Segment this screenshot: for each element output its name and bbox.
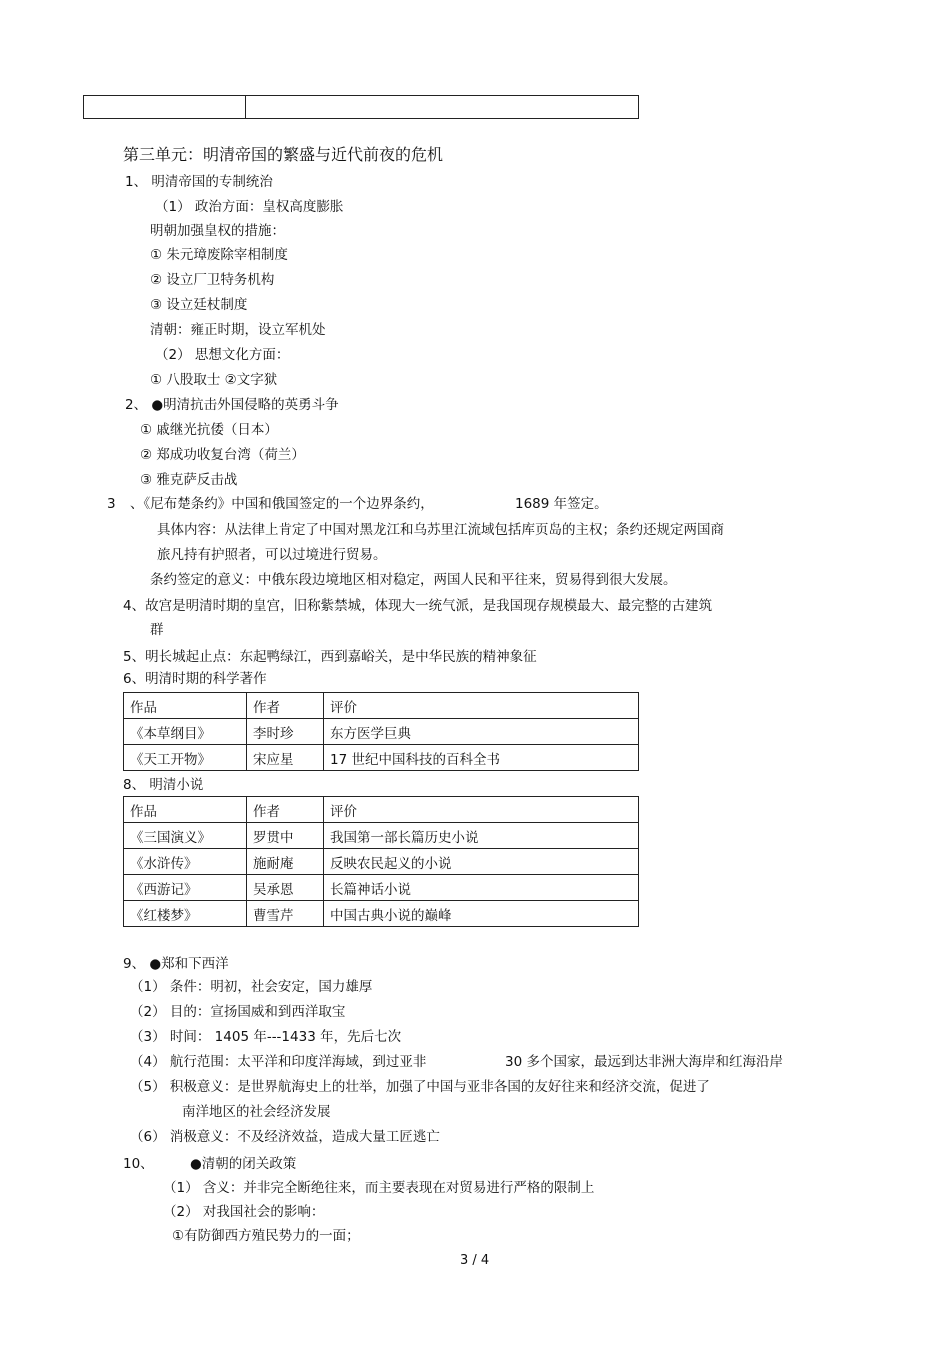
table-cell: 施耐庵 (247, 849, 324, 875)
table-row (124, 901, 639, 927)
table-cell: 曹雪芹 (247, 901, 324, 927)
s10-number: 10、 (123, 1156, 154, 1172)
s10-heading: ●清朝的闭关政策 (190, 1156, 297, 1172)
table-header-cell: 评价 (324, 797, 639, 823)
s9-item-4-cont: 30 多个国家，最远到达非洲大海岸和红海沿岸 (505, 1054, 783, 1070)
s3-number: 3 (107, 496, 116, 512)
table-cell: 东方医学巨典 (324, 719, 639, 745)
s6-heading: 6、明清时期的科学著作 (123, 671, 267, 687)
s9-heading: 9、 ●郑和下西洋 (123, 956, 229, 972)
table-cell: 中国古典小说的巅峰 (324, 901, 639, 927)
s3-meaning: 条约签定的意义：中俄东段边境地区相对稳定，两国人民和平往来，贸易得到很大发展。 (150, 572, 677, 588)
s3-year: 1689 年签定。 (515, 496, 608, 512)
s9-item-3: （3） 时间： 1405 年---1433 年，先后七次 (130, 1029, 402, 1045)
table-cell: 吴承恩 (247, 875, 324, 901)
table-cell: 罗贯中 (247, 823, 324, 849)
s4-line-1: 4、故宫是明清时期的皇宫，旧称紫禁城，体现大一统气派，是我国现存规模最大、最完整的古建筑 (123, 598, 713, 614)
table-cell: 17 世纪中国科技的百科全书 (324, 745, 639, 771)
table-cell: 宋应星 (247, 745, 324, 771)
s9-item-4: （4） 航行范围：太平洋和印度洋海域，到过亚非 (130, 1054, 427, 1070)
table-cell: 我国第一部长篇历史小说 (324, 823, 639, 849)
s1-culture-items: ① 八股取士 ②文字狱 (150, 372, 278, 388)
s10-item-2: （2） 对我国社会的影响： (163, 1204, 325, 1220)
s8-heading: 8、 明清小说 (123, 777, 204, 793)
table-cell: 反映农民起义的小说 (324, 849, 639, 875)
table-cell: 《西游记》 (124, 875, 247, 901)
table-cell: 《本草纲目》 (124, 719, 247, 745)
top-table (83, 95, 639, 119)
s10-item-2a: ①有防御西方殖民势力的一面； (172, 1228, 360, 1244)
s2-item-3: ③ 雅克萨反击战 (140, 472, 238, 488)
s1-politics: （1） 政治方面：皇权高度膨胀 (155, 199, 344, 215)
s9-item-5-cont: 南洋地区的社会经济发展 (182, 1104, 331, 1120)
s2-item-1: ① 戚继光抗倭（日本） (140, 422, 278, 438)
s5-line: 5、明长城起止点：东起鸭绿江，西到嘉峪关，是中华民族的精神象征 (123, 649, 537, 665)
s3-content-2: 旅凡持有护照者，可以过境进行贸易。 (157, 547, 387, 563)
s9-item-5: （5） 积极意义：是世界航海史上的壮举，加强了中国与亚非各国的友好往来和经济交流，促进了 (130, 1079, 710, 1095)
s1-measure-2: ② 设立厂卫特务机构 (150, 272, 275, 288)
table-header-row (124, 797, 639, 823)
s9-item-2: （2） 目的：宣扬国威和到西洋取宝 (130, 1004, 346, 1020)
s1-measure-3: ③ 设立廷杖制度 (150, 297, 248, 313)
top-table-cell (84, 96, 246, 119)
table-cell: 《水浒传》 (124, 849, 247, 875)
s2-heading: 2、 ●明清抗击外国侵略的英勇斗争 (125, 397, 339, 413)
s9-item-6: （6） 消极意义：不及经济效益，造成大量工匠逃亡 (130, 1129, 440, 1145)
table-row (124, 849, 639, 875)
s1-qing: 清朝：雍正时期，设立军机处 (150, 322, 326, 338)
s4-line-2: 群 (150, 622, 164, 638)
table-cell: 《三国演义》 (124, 823, 247, 849)
top-table-cell (246, 96, 639, 119)
table-header-cell: 作品 (124, 797, 247, 823)
table-header-cell: 作者 (247, 693, 324, 719)
s3-content-1: 具体内容：从法律上肯定了中国对黑龙江和乌苏里江流域包括库页岛的主权；条约还规定两国商 (157, 522, 724, 538)
table-header-cell: 作者 (247, 797, 324, 823)
s9-item-1: （1） 条件：明初，社会安定，国力雄厚 (130, 979, 373, 995)
s1-culture: （2） 思想文化方面： (155, 347, 290, 363)
unit-title: 第三单元：明清帝国的繁盛与近代前夜的危机 (123, 145, 444, 164)
s1-ming-measures: 明朝加强皇权的措施： (150, 223, 285, 239)
table-row (124, 875, 639, 901)
table-row (124, 823, 639, 849)
table-cell: 《红楼梦》 (124, 901, 247, 927)
table-row (124, 719, 639, 745)
table-cell: 长篇神话小说 (324, 875, 639, 901)
science-works-table (123, 692, 639, 771)
table-header-cell: 评价 (324, 693, 639, 719)
table-cell: 李时珍 (247, 719, 324, 745)
novels-table (123, 796, 639, 927)
table-cell: 《天工开物》 (124, 745, 247, 771)
s3-text: 、《尼布楚条约》中国和俄国签定的一个边界条约， (130, 496, 434, 512)
s1-heading: 1、 明清帝国的专制统治 (125, 174, 273, 190)
page-number: 3 / 4 (460, 1253, 490, 1268)
s10-item-1: （1） 含义：并非完全断绝往来，而主要表现在对贸易进行严格的限制上 (163, 1180, 595, 1196)
table-header-cell: 作品 (124, 693, 247, 719)
table-row (124, 745, 639, 771)
s1-measure-1: ① 朱元璋废除宰相制度 (150, 247, 288, 263)
s2-item-2: ② 郑成功收复台湾（荷兰） (140, 447, 305, 463)
table-header-row (124, 693, 639, 719)
